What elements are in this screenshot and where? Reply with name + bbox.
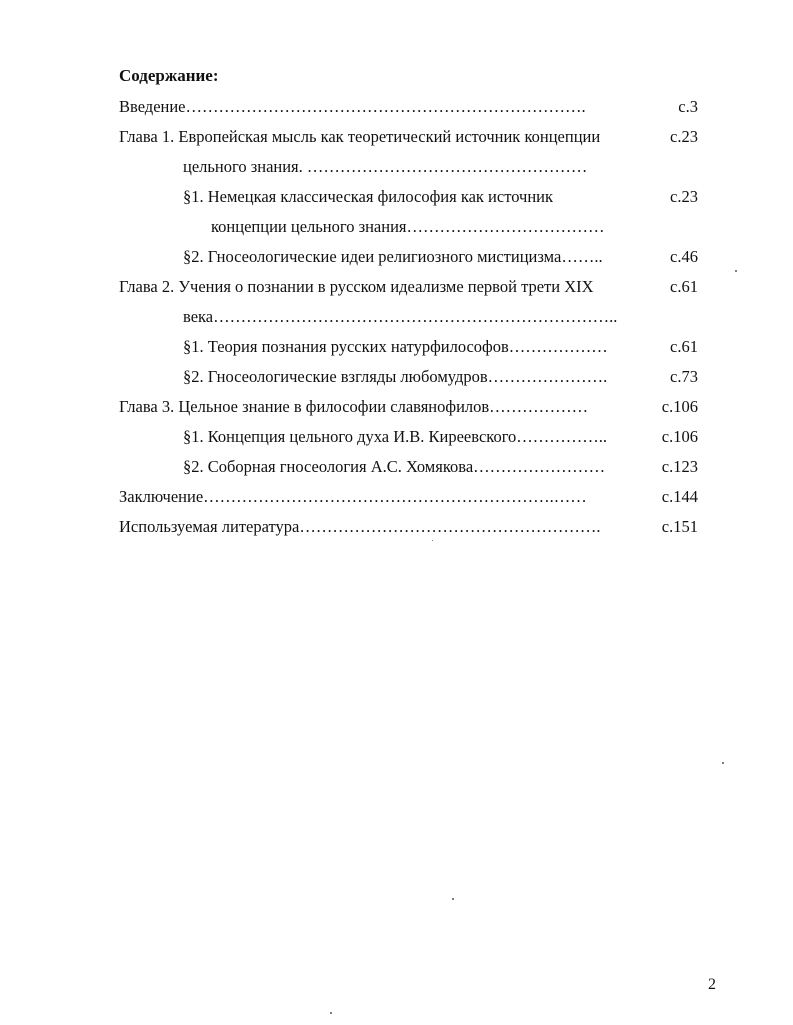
toc-entry-ch3-sec2: §2. Соборная гносеология А.С. Хомякова…………………… [183, 457, 606, 476]
toc-entry-chapter-2-cont: века……………………………………………………………….. [183, 307, 618, 326]
toc-entry-ch1-sec2: §2. Гносеологические идеи религиозного мистицизма…….. [183, 247, 603, 266]
toc-page-intro: с.3 [678, 97, 698, 116]
toc-entry-ch2-sec2: §2. Гносеологические взгляды любомудров…………………. [183, 367, 608, 386]
toc-page-ch1-sec1: с.23 [670, 187, 698, 206]
toc-page-ch3-sec1: с.106 [661, 427, 698, 446]
toc-title: Содержание: [119, 66, 219, 85]
toc-entry-conclusion: Заключение……………………………………………………….…… [119, 487, 587, 506]
toc-entry-chapter-1-cont: цельного знания. …………………………………………… [183, 157, 588, 176]
toc-entry-ch1-sec1-cont: концепции цельного знания……………………………… [211, 217, 605, 236]
scan-speck [722, 762, 724, 764]
toc-page-chapter-3: с.106 [661, 397, 698, 416]
toc-entry-references: Используемая литература………………………………………………. [119, 517, 601, 536]
scan-speck [330, 1012, 332, 1014]
toc-page-ch3-sec2: с.123 [661, 457, 698, 476]
toc-page-conclusion: с.144 [661, 487, 698, 506]
toc-entry-ch1-sec1: §1. Немецкая классическая философия как источник [183, 187, 554, 206]
toc-entry-chapter-2: Глава 2. Учения о познании в русском идеализме первой трети XIX [119, 277, 594, 296]
scan-speck [452, 898, 454, 900]
scan-speck [735, 270, 737, 272]
toc-page-ch1-sec2: с.46 [670, 247, 698, 266]
toc-page-ch2-sec2: с.73 [670, 367, 698, 386]
toc-page-ch2-sec1: с.61 [670, 337, 698, 356]
toc-entry-ch3-sec1: §1. Концепция цельного духа И.В. Киреевского…………….. [183, 427, 608, 446]
toc-entry-intro: Введение………………………………………………………………. [119, 97, 586, 116]
toc-page-references: с.151 [661, 517, 698, 536]
scan-speck [432, 540, 433, 541]
toc-entry-ch2-sec1: §1. Теория познания русских натурфилософов……………… [183, 337, 608, 356]
toc-entry-chapter-1: Глава 1. Европейская мысль как теоретический источник концепции [119, 127, 601, 146]
toc-entry-chapter-3: Глава 3. Цельное знание в философии славянофилов……………… [119, 397, 589, 416]
toc-page-chapter-2: с.61 [670, 277, 698, 296]
page-number: 2 [708, 976, 716, 993]
toc-page-chapter-1: с.23 [670, 127, 698, 146]
